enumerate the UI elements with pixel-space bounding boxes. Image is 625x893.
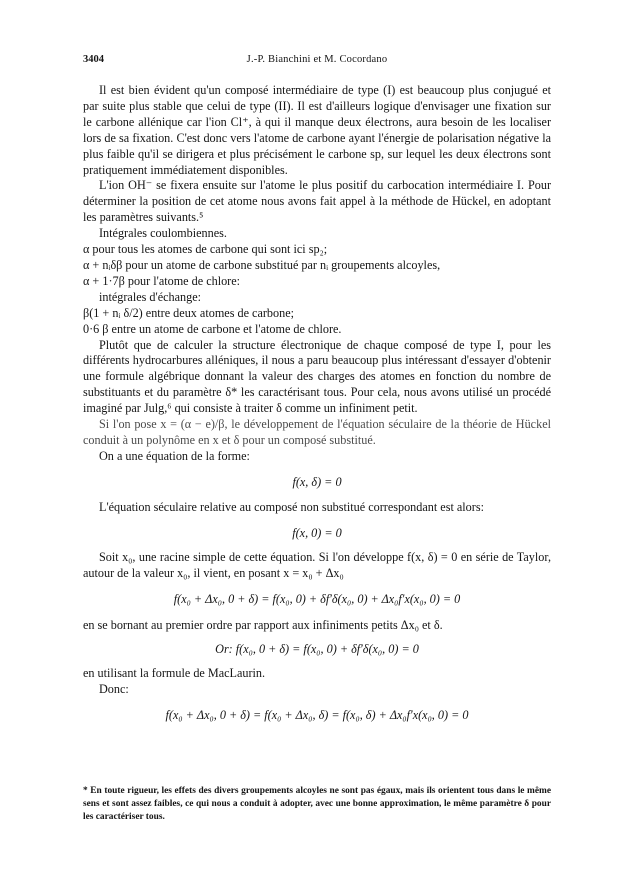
paragraph-first-order: en se bornant au premier ordre par rapport aux infiniments petits Δx₀ et δ. xyxy=(83,618,443,633)
footnote: * En toute rigueur, les effets des divers groupements alcoyles ne sont pas égaux, mais ils orientent tous dans le même sens et sont assez faibles, ce qui nous a conduit à adopter, avec une bonne approximation, le même paramètre δ pour les caractériser tous. xyxy=(83,786,551,822)
equation-general: f(x, δ) = 0 xyxy=(292,474,342,489)
equation-taylor-expansion: f(x₀ + Δx₀, 0 + δ) = f(x₀, 0) + δf′δ(x₀, 0) + Δx₀f′x(x₀, 0) = 0 xyxy=(173,592,461,607)
parameter-alpha: α pour tous les atomes de carbone qui sont ici sp₂; xyxy=(83,242,328,257)
running-header xyxy=(83,52,551,68)
parameter-chlorine: α + 1·7β pour l'atome de chlore: xyxy=(83,273,241,288)
equation-result: f(x₀ + Δx₀, 0 + δ) = f(x₀ + Δx₀, δ) = f(x₀, δ) + Δx₀f′x(x₀, 0) = 0 xyxy=(165,707,469,722)
paragraph-conjugation: Il est bien évident qu'un composé intermédiaire de type (I) est beaucoup plus conjugué et par suite plus stable que celui de type (II). Il est d'ailleurs logique d'envisager une fixation sur le carbone allénique car l'ion Cl⁺, à qui il manque deux électrons, aura besoin de les localiser lors de sa fixation. C'est donc vers l'atome de carbone ayant l'énergie de polarisation négative la plus faible qu'il se dirigera et plus précisément le carbone sp, sur lequel les deux électrons sont pratiquement immédiatement disponibles. xyxy=(83,83,551,177)
paragraph-unsubstituted: L'équation séculaire relative au composé non substitué correspondant est alors: xyxy=(99,499,484,514)
page-number: 3404 xyxy=(83,54,104,65)
paragraph-hydroxide-ion: L'ion OH⁻ se fixera ensuite sur l'atome le plus positif du carbocation intermédiaire I. Pour déterminer la position de cet atome nous avons fait appel à la méthode de Hückel, en adoptant les paramètres suivants.⁵ xyxy=(83,178,551,225)
paragraph-secular-equation: Si l'on pose x = (α − e)/β, le développement de l'équation séculaire de la théorie de Hückel conduit à un polynôme en x et δ pour un composé substitué. xyxy=(83,417,551,447)
equation-maclaurin: Or: f(x₀, 0 + δ) = f(x₀, 0) + δf′δ(x₀, 0) = 0 xyxy=(215,642,419,657)
heading-coulomb-integrals: Intégrales coulombiennes. xyxy=(99,226,227,241)
article-body xyxy=(83,83,551,724)
paragraph-donc: Donc: xyxy=(99,681,129,696)
parameter-carbon-carbon: β(1 + nᵢ δ/2) entre deux atomes de carbone; xyxy=(83,305,294,320)
equation-unsubstituted: f(x, 0) = 0 xyxy=(292,525,342,540)
paragraph-form-intro: On a une équation de la forme: xyxy=(99,448,250,463)
paragraph-taylor: Soit x₀, une racine simple de cette équation. Si l'on développe f(x, δ) = 0 en série de Taylor, autour de la valeur x₀, il vient, en posant x = x₀ + Δx₀ xyxy=(83,550,551,581)
running-head: J.-P. Bianchini et M. Cocordano xyxy=(246,54,388,65)
page xyxy=(83,52,551,734)
parameter-carbon-chlorine: 0·6 β entre un atome de carbone et l'atome de chlore. xyxy=(83,321,342,336)
paragraph-maclaurin: en utilisant la formule de MacLaurin. xyxy=(83,666,266,680)
parameter-substituted-carbon: α + nᵢδβ pour un atome de carbone substitué par nᵢ groupements alcoyles, xyxy=(83,257,441,272)
heading-exchange-integrals: intégrales d'échange: xyxy=(99,289,202,304)
paragraph-algebraic-formula: Plutôt que de calculer la structure électronique de chaque composé de type I, pour les différents hydrocarbures alléniques, il nous a paru beaucoup plus intéressant d'essayer d'obtenir une formule algébrique donnant la valeur des charges des atomes en fonction du nombre de substituants et du paramètre δ* les caractérisant tous. Pour cela, nous avons utilisé un procédé imaginé par Julg,⁶ qui consiste à traiter δ comme un infiniment petit. xyxy=(83,337,551,416)
